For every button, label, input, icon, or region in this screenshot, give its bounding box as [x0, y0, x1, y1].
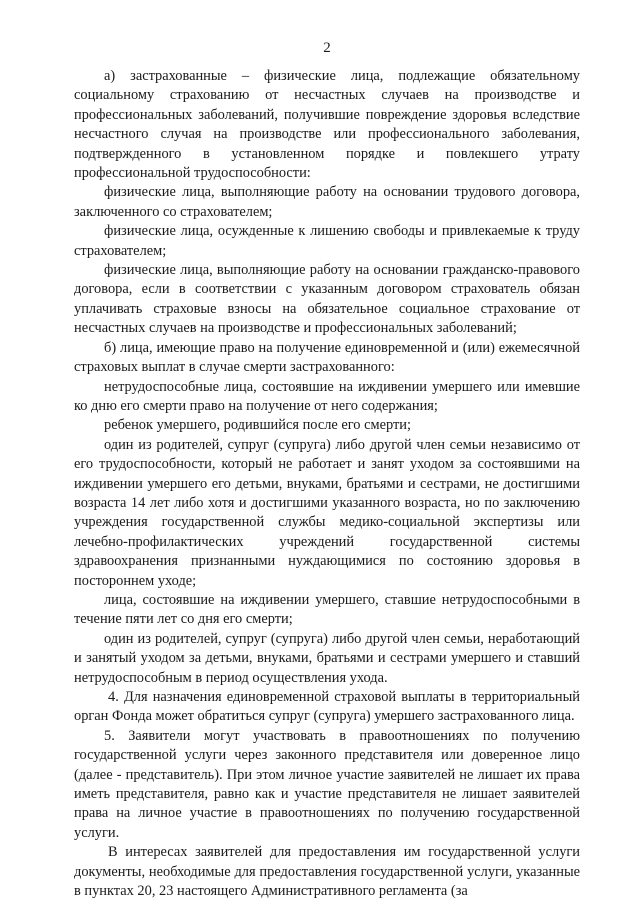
page-number: 2 [323, 40, 331, 56]
paragraph-item-4: 4. Для назначения единовременной страховой выплаты в территориальный орган Фонда может обратиться супруг (супруга) умершего застрахованного лица. [74, 689, 580, 725]
paragraph-caregiver: один из родителей, супруг (супруга) либо другой член семьи независимо от его трудоспособности, который не работает и занят уходом за состоявшими на иждивении умершего его детьми, внуками, братьями и сестрами, не достигшими возраста 14 лет либо хотя и достигшими указанного возраста, но по заключению учреждения государственной службы медико-социальной экспертизы или лечебно-профилактических учреждений государственной системы здравоохранения признанными нуждающимися по состоянию здоровья в постороннем уходе; [74, 436, 580, 589]
paragraph-nonworking-caregiver: один из родителей, супруг (супруга) либо другой член семьи, неработающий и занятый уходом за детьми, внуками, братьями и сестрами умершего и ставший нетрудоспособным в период осуществления ухода. [74, 630, 580, 686]
paragraph-employment-contract: физические лица, выполняющие работу на основании трудового договора, заключенного со страхователем; [74, 184, 580, 220]
paragraph-posthumous-child: ребенок умершего, родившийся после его смерти; [104, 417, 411, 434]
paragraph-convicted: физические лица, осужденные к лишению свободы и привлекаемые к труду страхователем; [74, 223, 580, 259]
paragraph-dependents-five-years: лица, состоявшие на иждивении умершего, ставшие нетрудоспособными в течение пяти лет со дня его смерти; [74, 591, 580, 628]
paragraph-b-beneficiaries: б) лица, имеющие право на получение единовременной и (или) ежемесячной страховых выплат в случае смерти застрахованного: [74, 339, 580, 376]
paragraph-a-insured: а) застрахованные – физические лица, подлежащие обязательному социальному страхованию от несчастных случаев на производстве и профессиональных заболеваний, получившие повреждение здоровья вследствие несчастного случая на производстве или профессионального заболевания, подтвержденного в установленном порядке и повлекшего утрату профессиональной трудоспособности: [74, 68, 580, 182]
paragraph-item-5: 5. Заявители могут участвовать в правоотношениях по получению государственной услуги через законного представителя или доверенное лицо (далее - представитель). При этом личное участие заявителей не лишает их права иметь представителя, равно как и участие представителя не лишает заявителей права на личное участие в правоотношениях по получению государственной услуги. [74, 727, 580, 841]
paragraph-civil-contract: физические лица, выполняющие работу на основании гражданско-правового договора, если в соответствии с указанным договором страхователь обязан уплачивать страховые взносы на обязательное социальное страхование от несчастных случаев на производстве и профессиональных заболеваний; [74, 262, 580, 337]
paragraph-disabled-dependents: нетрудоспособные лица, состоявшие на иждивении умершего или имевшие ко дню его смерти право на получение от него содержания; [74, 378, 580, 414]
paragraph-applicant-interests: В интересах заявителей для предоставления им государственной услуги документы, необходимые для предоставления государственной услуги, указанные в пунктах 20, 23 настоящего Административного регламента (за [74, 844, 580, 900]
